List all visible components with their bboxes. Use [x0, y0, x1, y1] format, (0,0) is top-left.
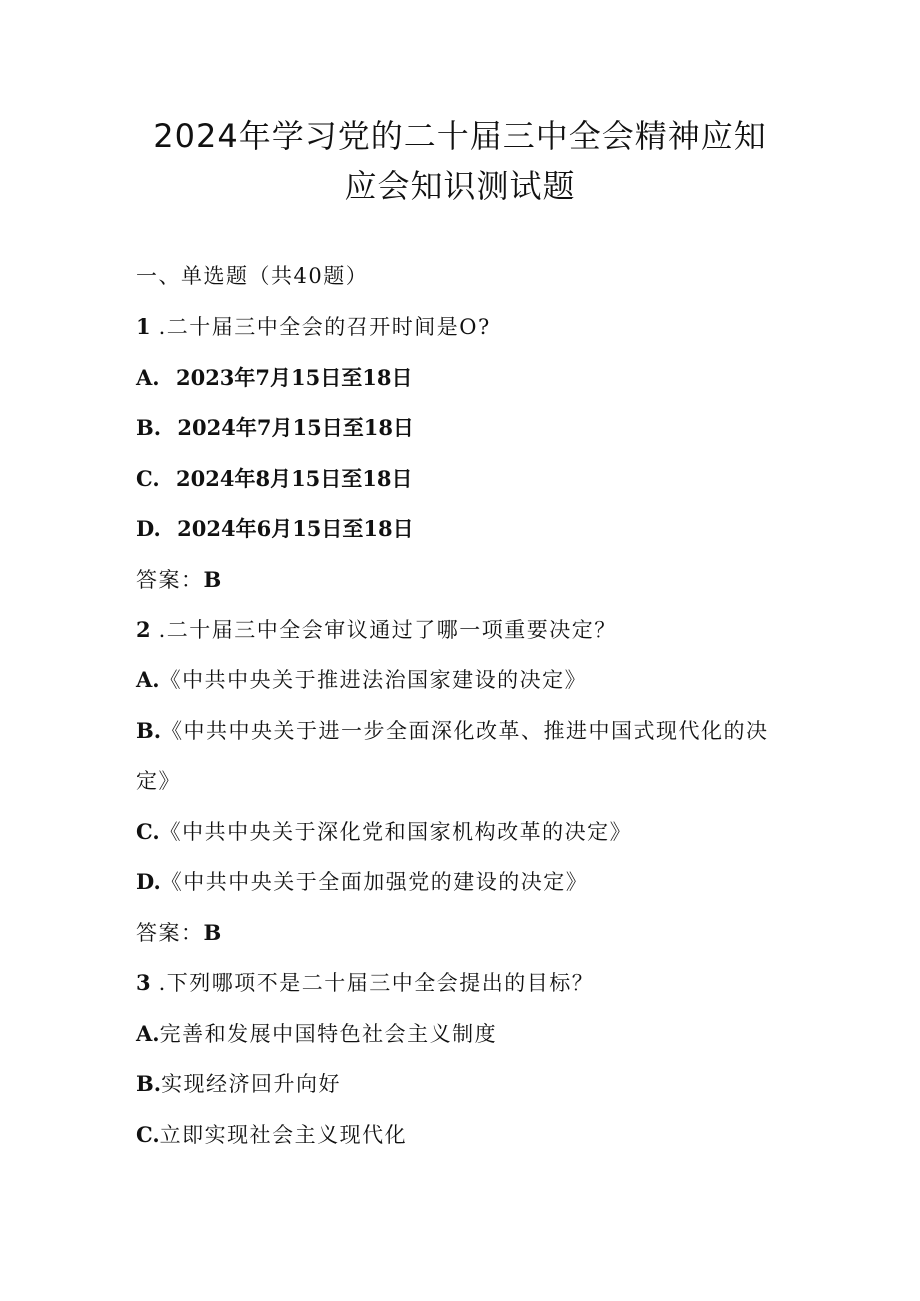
option-letter: C.	[136, 819, 160, 844]
option-letter: A.	[136, 1021, 160, 1046]
option-text: 2024年7月15日至18日	[177, 415, 414, 440]
option-letter: D.	[136, 516, 161, 541]
question-3-option-c	[136, 1121, 407, 1149]
question-1-option-d	[136, 515, 414, 543]
question-2-option-b	[136, 717, 769, 745]
question-2-option-a	[136, 666, 587, 694]
option-text: 《中共中央关于推进法治国家建设的决定》	[159, 668, 588, 692]
question-2	[136, 616, 617, 644]
option-text: 2024年6月15日至18日	[177, 516, 414, 541]
question-2-option-c	[136, 818, 632, 846]
option-text: 《中共中央关于进一步全面深化改革、推进中国式现代化的决	[161, 719, 769, 743]
option-letter: A.	[136, 667, 160, 692]
question-3-option-a	[136, 1020, 497, 1048]
option-letter: B.	[136, 718, 162, 743]
answer-value: B	[203, 567, 222, 592]
question-text: .下列哪项不是二十届三中全会提出的目标？	[158, 971, 595, 995]
option-text: 《中共中央关于深化党和国家机构改革的决定》	[159, 820, 633, 844]
question-text: .二十届三中全会的召开时间是O?	[158, 315, 491, 339]
option-text: 立即实现社会主义现代化	[159, 1123, 408, 1147]
answer-label: 答案：	[136, 568, 204, 592]
option-letter: C.	[136, 1122, 160, 1147]
answer-value: B	[203, 920, 222, 945]
question-3	[136, 969, 594, 997]
question-2-option-d	[136, 868, 588, 896]
answer-label: 答案：	[136, 921, 204, 945]
option-text: 2024年8月15日至18日	[176, 466, 413, 491]
question-1	[136, 313, 491, 341]
question-3-option-b	[136, 1070, 341, 1098]
option-text: 《中共中央关于全面加强党的建设的决定》	[160, 870, 589, 894]
option-letter: B.	[136, 1071, 162, 1096]
question-1-option-b	[136, 414, 414, 442]
option-text: 完善和发展中国特色社会主义制度	[159, 1022, 498, 1046]
question-number: 3	[136, 970, 151, 995]
option-text: 实现经济回升向好	[161, 1072, 342, 1096]
question-1-answer	[136, 566, 221, 594]
question-2-answer	[136, 919, 221, 947]
option-letter: D.	[136, 869, 161, 894]
question-number: 2	[136, 617, 151, 642]
question-number: 1	[136, 314, 151, 339]
option-letter: B.	[136, 415, 162, 440]
section-heading: 一、单选题（共40题）	[136, 264, 369, 288]
document-title-line-1: 2024年学习党的二十届三中全会精神应知	[153, 117, 767, 155]
option-letter: C.	[136, 466, 160, 491]
option-text: 2023年7月15日至18日	[175, 365, 413, 390]
question-2-option-b-continued: 定》	[136, 769, 181, 793]
question-1-option-c	[136, 465, 413, 493]
document-title-line-2: 应会知识测试题	[344, 167, 576, 205]
option-letter: A.	[136, 365, 160, 390]
question-text: .二十届三中全会审议通过了哪一项重要决定？	[158, 618, 617, 642]
question-1-option-a	[136, 364, 412, 392]
